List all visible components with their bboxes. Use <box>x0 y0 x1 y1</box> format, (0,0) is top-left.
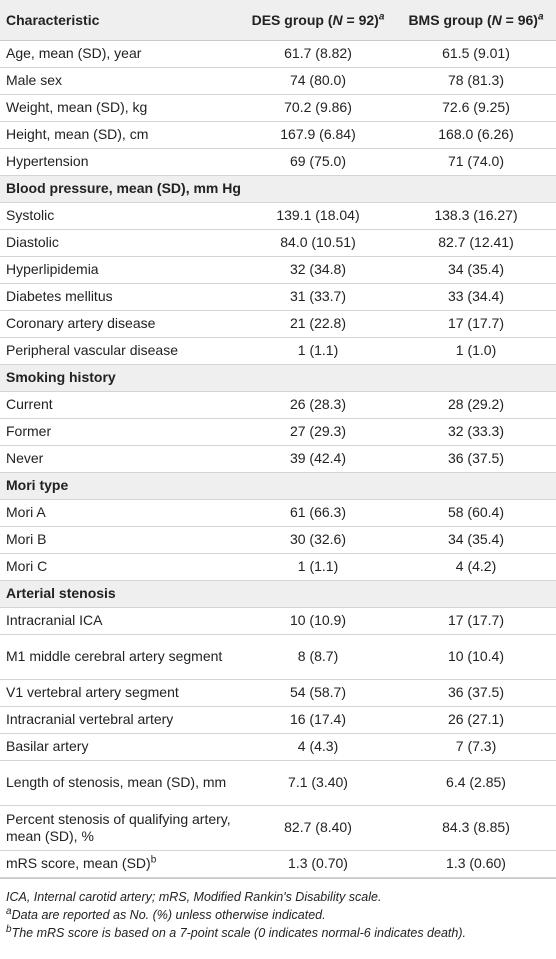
row-label: Height, mean (SD), cm <box>6 126 149 142</box>
footnote-b-text: The mRS score is based on a 7-point scale (0 indicates normal-6 indicates death). <box>11 925 466 940</box>
table-row <box>0 679 556 706</box>
des-value-cell: 74 (80.0) <box>240 67 396 94</box>
section-header: Arterial stenosis <box>0 580 556 607</box>
bms-value-cell: 6.4 (2.85) <box>396 760 556 805</box>
des-value-cell: 30 (32.6) <box>240 526 396 553</box>
footnote-abbreviations: ICA, Internal carotid artery; mRS, Modified Rankin's Disability scale. <box>6 889 382 904</box>
row-footnote-mark: b <box>150 854 157 866</box>
section-header: Mori type <box>0 472 556 499</box>
des-value-cell: 10 (10.9) <box>240 607 396 634</box>
table-row <box>0 391 556 418</box>
table-row <box>0 310 556 337</box>
row-label: Weight, mean (SD), kg <box>6 99 148 115</box>
row-label-cell <box>0 121 240 148</box>
row-label-cell <box>0 805 240 850</box>
bms-value-cell: 1.3 (0.60) <box>396 850 556 877</box>
row-label-cell <box>0 337 240 364</box>
row-label: mRS score, mean (SD) <box>6 855 151 871</box>
bms-value-cell: 33 (34.4) <box>396 283 556 310</box>
des-value-cell: 26 (28.3) <box>240 391 396 418</box>
row-label-cell <box>0 94 240 121</box>
bms-value-cell: 17 (17.7) <box>396 310 556 337</box>
header-characteristic: Characteristic <box>0 0 240 40</box>
footnote-a-mark: a <box>6 905 12 917</box>
bms-value-cell: 71 (74.0) <box>396 148 556 175</box>
header-bms-n: N <box>491 11 502 28</box>
bms-value-cell: 84.3 (8.85) <box>396 805 556 850</box>
row-label-cell <box>0 391 240 418</box>
footnote-a-text: Data are reported as No. (%) unless otherwise indicated. <box>11 907 326 922</box>
row-label: Length of stenosis, mean (SD), mm <box>6 774 227 790</box>
header-des-group <box>240 0 396 40</box>
table-row <box>0 634 556 679</box>
bms-value-cell: 34 (35.4) <box>396 256 556 283</box>
table-row <box>0 148 556 175</box>
row-label-cell <box>0 760 240 805</box>
row-label-cell <box>0 634 240 679</box>
table-row <box>0 229 556 256</box>
des-value-cell: 8 (8.7) <box>240 634 396 679</box>
bms-value-cell: 78 (81.3) <box>396 67 556 94</box>
row-label-cell <box>0 445 240 472</box>
bms-value-cell: 28 (29.2) <box>396 391 556 418</box>
table-row <box>0 121 556 148</box>
row-label: Hypertension <box>6 153 89 169</box>
row-label-cell <box>0 706 240 733</box>
bms-value-cell: 4 (4.2) <box>396 553 556 580</box>
table-row <box>0 202 556 229</box>
row-label: Male sex <box>6 72 63 88</box>
table-row <box>0 40 556 67</box>
table-row <box>0 445 556 472</box>
table-body <box>0 40 556 877</box>
row-label: Diabetes mellitus <box>6 288 113 304</box>
row-label: Current <box>6 396 53 412</box>
bms-value-cell: 17 (17.7) <box>396 607 556 634</box>
des-value-cell: 21 (22.8) <box>240 310 396 337</box>
header-bms-eq: = 96) <box>501 11 538 28</box>
header-des-eq: = 92) <box>342 11 379 28</box>
section-header-row <box>0 175 556 202</box>
footnote-a <box>6 906 550 924</box>
row-label-cell <box>0 202 240 229</box>
bms-value-cell: 26 (27.1) <box>396 706 556 733</box>
row-label-cell <box>0 148 240 175</box>
bms-value-cell: 72.6 (9.25) <box>396 94 556 121</box>
header-des-footnote-mark: a <box>378 11 385 23</box>
table-footnotes <box>0 878 556 942</box>
row-label-cell <box>0 607 240 634</box>
row-label-cell <box>0 283 240 310</box>
section-header: Blood pressure, mean (SD), mm Hg <box>0 175 556 202</box>
table-row <box>0 94 556 121</box>
section-header-row <box>0 472 556 499</box>
bms-value-cell: 82.7 (12.41) <box>396 229 556 256</box>
row-label: M1 middle cerebral artery segment <box>6 648 223 664</box>
des-value-cell: 16 (17.4) <box>240 706 396 733</box>
row-label-cell <box>0 850 240 877</box>
row-label-cell <box>0 310 240 337</box>
row-label: Former <box>6 423 52 439</box>
row-label: V1 vertebral artery segment <box>6 684 179 700</box>
des-value-cell: 4 (4.3) <box>240 733 396 760</box>
table-row <box>0 850 556 877</box>
row-label: Percent stenosis of qualifying artery, mean (SD), % <box>6 810 231 844</box>
header-bms-footnote-mark: a <box>537 11 544 23</box>
section-header-row <box>0 580 556 607</box>
row-label-cell <box>0 679 240 706</box>
header-bms-label: BMS group ( <box>408 11 492 28</box>
bms-value-cell: 32 (33.3) <box>396 418 556 445</box>
row-label-cell <box>0 418 240 445</box>
table-row <box>0 67 556 94</box>
row-label-cell <box>0 40 240 67</box>
des-value-cell: 1 (1.1) <box>240 553 396 580</box>
header-des-label: DES group ( <box>251 11 333 28</box>
row-label: Never <box>6 450 44 466</box>
row-label: Systolic <box>6 207 55 223</box>
table-row <box>0 526 556 553</box>
row-label-cell <box>0 256 240 283</box>
des-value-cell: 61.7 (8.82) <box>240 40 396 67</box>
bms-value-cell: 168.0 (6.26) <box>396 121 556 148</box>
row-label: Intracranial vertebral artery <box>6 711 174 727</box>
footnote-b-mark: b <box>6 923 12 935</box>
des-value-cell: 31 (33.7) <box>240 283 396 310</box>
row-label-cell <box>0 67 240 94</box>
des-value-cell: 84.0 (10.51) <box>240 229 396 256</box>
bms-value-cell: 61.5 (9.01) <box>396 40 556 67</box>
table-row <box>0 706 556 733</box>
row-label-cell <box>0 229 240 256</box>
row-label: Mori A <box>6 504 46 520</box>
row-label: Peripheral vascular disease <box>6 342 178 358</box>
row-label: Mori C <box>6 558 48 574</box>
row-label: Hyperlipidemia <box>6 261 99 277</box>
bms-value-cell: 36 (37.5) <box>396 679 556 706</box>
des-value-cell: 61 (66.3) <box>240 499 396 526</box>
des-value-cell: 82.7 (8.40) <box>240 805 396 850</box>
header-des-n: N <box>332 11 343 28</box>
bms-value-cell: 7 (7.3) <box>396 733 556 760</box>
bms-value-cell: 1 (1.0) <box>396 337 556 364</box>
row-label-cell <box>0 499 240 526</box>
des-value-cell: 70.2 (9.86) <box>240 94 396 121</box>
des-value-cell: 1.3 (0.70) <box>240 850 396 877</box>
bms-value-cell: 58 (60.4) <box>396 499 556 526</box>
row-label: Diastolic <box>6 234 59 250</box>
table-row <box>0 733 556 760</box>
des-value-cell: 27 (29.3) <box>240 418 396 445</box>
section-header-row <box>0 364 556 391</box>
row-label: Age, mean (SD), year <box>6 45 142 61</box>
section-header: Smoking history <box>0 364 556 391</box>
header-bms-group <box>396 0 556 40</box>
header-row <box>0 0 556 40</box>
row-label: Intracranial ICA <box>6 612 103 628</box>
des-value-cell: 7.1 (3.40) <box>240 760 396 805</box>
footnote-b <box>6 924 550 942</box>
bms-value-cell: 34 (35.4) <box>396 526 556 553</box>
table-row <box>0 607 556 634</box>
table-row <box>0 553 556 580</box>
table-row <box>0 499 556 526</box>
table-row <box>0 805 556 850</box>
des-value-cell: 54 (58.7) <box>240 679 396 706</box>
des-value-cell: 139.1 (18.04) <box>240 202 396 229</box>
bms-value-cell: 10 (10.4) <box>396 634 556 679</box>
row-label: Basilar artery <box>6 738 89 754</box>
des-value-cell: 32 (34.8) <box>240 256 396 283</box>
des-value-cell: 1 (1.1) <box>240 337 396 364</box>
table-header <box>0 0 556 40</box>
des-value-cell: 39 (42.4) <box>240 445 396 472</box>
table-row <box>0 337 556 364</box>
row-label: Mori B <box>6 531 47 547</box>
table-row <box>0 283 556 310</box>
row-label-cell <box>0 526 240 553</box>
table-row <box>0 256 556 283</box>
des-value-cell: 69 (75.0) <box>240 148 396 175</box>
table-row <box>0 418 556 445</box>
row-label-cell <box>0 553 240 580</box>
row-label-cell <box>0 733 240 760</box>
des-value-cell: 167.9 (6.84) <box>240 121 396 148</box>
table-row <box>0 760 556 805</box>
row-label: Coronary artery disease <box>6 315 156 331</box>
bms-value-cell: 36 (37.5) <box>396 445 556 472</box>
bms-value-cell: 138.3 (16.27) <box>396 202 556 229</box>
